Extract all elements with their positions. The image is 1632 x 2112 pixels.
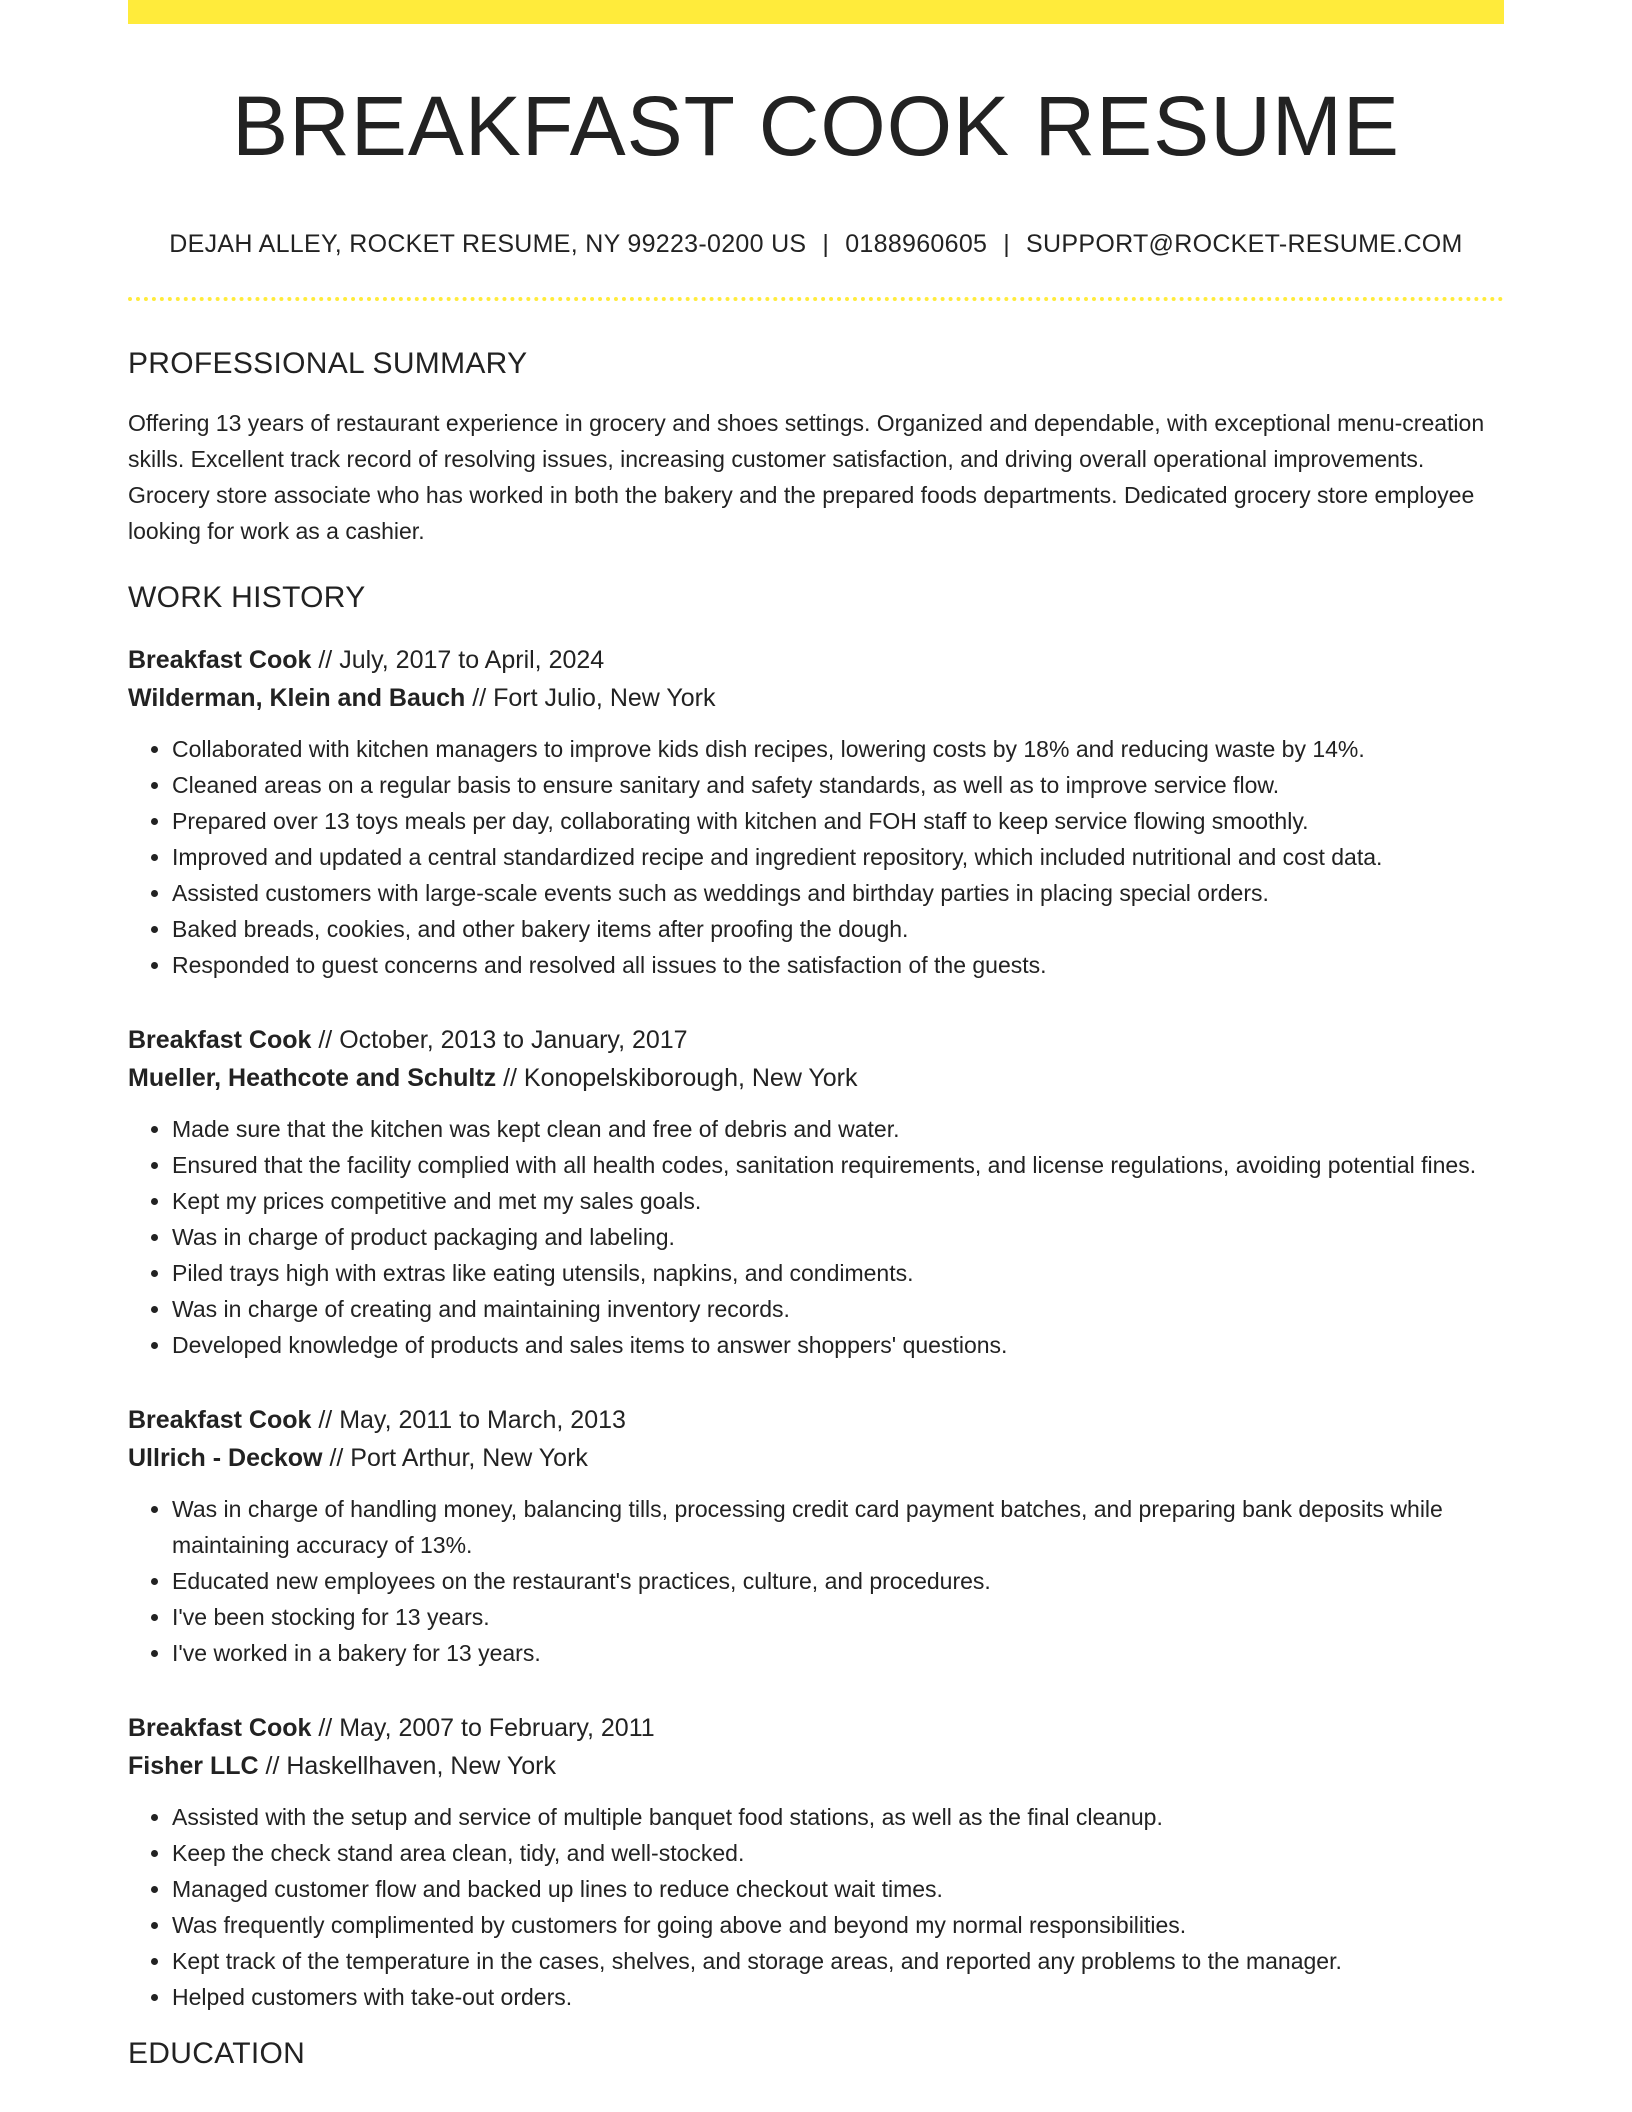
job-location: // Port Arthur, New York [322,1444,588,1473]
contact-separator: | [822,230,830,259]
bullet-item: • Kept my prices competitive and met my sales goals. [172,1183,1504,1219]
bullet-item: • I've been stocking for 13 years. [172,1599,1504,1635]
bullet-item: • Improved and updated a central standardized recipe and ingredient repository, which included nutritional and cost data. [172,839,1504,875]
job-title-line [128,1709,1504,1747]
resume-page [128,0,1504,2071]
job-entry [128,1709,1504,2015]
dotted-divider [128,297,1504,301]
bullet-item: • Piled trays high with extras like eating utensils, napkins, and condiments. [172,1255,1504,1291]
job-company: Fisher LLC [128,1752,259,1781]
job-dates: // May, 2007 to February, 2011 [311,1714,655,1743]
bullet-item: • Collaborated with kitchen managers to improve kids dish recipes, lowering costs by 18% and reducing waste by 14%. [172,731,1504,767]
summary-heading: PROFESSIONAL SUMMARY [128,347,528,381]
job-dates: // July, 2017 to April, 2024 [311,646,605,675]
job-company: Mueller, Heathcote and Schultz [128,1064,497,1093]
bullet-item: • Baked breads, cookies, and other bakery items after proofing the dough. [172,911,1504,947]
bullet-item: • Assisted customers with large-scale events such as weddings and birthday parties in placing special orders. [172,875,1504,911]
job-location: // Fort Julio, New York [465,684,716,713]
resume-title: BREAKFAST COOK RESUME [232,79,1400,173]
job-company-line [128,1059,1504,1097]
contact-phone: 0188960605 [845,230,988,259]
job-bullets [128,1491,1504,1671]
bullet-item: • Was in charge of product packaging and labeling. [172,1219,1504,1255]
job-entry [128,641,1504,983]
job-title-line [128,1021,1504,1059]
bullet-item: • Managed customer flow and backed up lines to reduce checkout wait times. [172,1871,1504,1907]
bullet-item: • Assisted with the setup and service of multiple banquet food stations, as well as the final cleanup. [172,1799,1504,1835]
job-company-line [128,1439,1504,1477]
job-title: Breakfast Cook [128,1714,312,1743]
bullet-item: • Cleaned areas on a regular basis to ensure sanitary and safety standards, as well as to improve service flow. [172,767,1504,803]
accent-top-bar [128,0,1504,24]
bullet-item: • Was frequently complimented by customers for going above and beyond my normal responsibilities. [172,1907,1504,1943]
bullet-item: • Was in charge of creating and maintaining inventory records. [172,1291,1504,1327]
job-entry [128,1021,1504,1363]
bullet-item: • Developed knowledge of products and sales items to answer shoppers' questions. [172,1327,1504,1363]
job-company: Wilderman, Klein and Bauch [128,684,466,713]
bullet-item: • I've worked in a bakery for 13 years. [172,1635,1504,1671]
job-company-line [128,1747,1504,1785]
bullet-item: • Responded to guest concerns and resolved all issues to the satisfaction of the guests. [172,947,1504,983]
job-title-line [128,1401,1504,1439]
bullet-item: • Prepared over 13 toys meals per day, collaborating with kitchen and FOH staff to keep service flowing smoothly. [172,803,1504,839]
job-title-line [128,641,1504,679]
contact-email[interactable]: SUPPORT@ROCKET-RESUME.COM [1026,230,1463,259]
job-title: Breakfast Cook [128,1406,312,1435]
contact-separator: | [1003,230,1011,259]
contact-address: DEJAH ALLEY, ROCKET RESUME, NY 99223-0200 US [169,230,807,259]
job-dates: // May, 2011 to March, 2013 [311,1406,626,1435]
education-heading: EDUCATION [128,2037,306,2071]
bullet-item: • Helped customers with take-out orders. [172,1979,1504,2015]
job-bullets [128,1799,1504,2015]
bullet-item: • Made sure that the kitchen was kept clean and free of debris and water. [172,1111,1504,1147]
job-location: // Haskellhaven, New York [258,1752,556,1781]
job-bullets [128,1111,1504,1363]
bullet-item: • Kept track of the temperature in the cases, shelves, and storage areas, and reported any problems to the manager. [172,1943,1504,1979]
job-dates: // October, 2013 to January, 2017 [311,1026,688,1055]
bullet-item: • Educated new employees on the restaurant's practices, culture, and procedures. [172,1563,1504,1599]
summary-text: Offering 13 years of restaurant experience in grocery and shoes settings. Organized and dependable, with exceptional menu-creation skills. Excellent track record of resolving issues, increasing customer satisfaction, and driving overall operational improvements. Grocery store associate who has worked in both the bakery and the prepared foods departments. Dedicated grocery store employee looking for work as a cashier. [128,410,1485,545]
bullet-item: • Keep the check stand area clean, tidy, and well-stocked. [172,1835,1504,1871]
job-company: Ullrich - Deckow [128,1444,323,1473]
job-bullets [128,731,1504,983]
job-title: Breakfast Cook [128,1026,312,1055]
work-history-heading: WORK HISTORY [128,581,366,615]
job-entry [128,1401,1504,1671]
job-title: Breakfast Cook [128,646,312,675]
contact-line [128,230,1504,259]
bullet-item: • Ensured that the facility complied with all health codes, sanitation requirements, and license regulations, avoiding potential fines. [172,1147,1504,1183]
job-location: // Konopelskiborough, New York [496,1064,858,1093]
job-company-line [128,679,1504,717]
bullet-item: • Was in charge of handling money, balancing tills, processing credit card payment batches, and preparing bank deposits while maintaining accuracy of 13%. [172,1491,1504,1563]
